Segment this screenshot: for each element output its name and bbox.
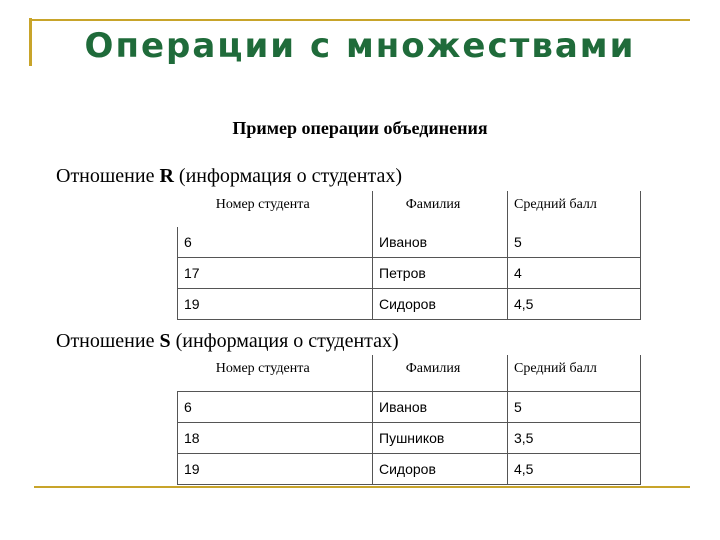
cell-student-number: 6: [178, 227, 373, 258]
bottom-divider: [34, 486, 690, 488]
relation-r-name: R: [159, 165, 174, 187]
slide-title: Операции с множествами: [84, 26, 636, 66]
cell-student-number: 19: [178, 289, 373, 320]
cell-average-grade: 4,5: [508, 289, 641, 320]
relation-r-heading: [56, 165, 402, 188]
relation-s-suffix: (информация о студентах): [170, 330, 399, 352]
cell-average-grade: 5: [508, 392, 641, 423]
relation-s-name: S: [159, 330, 171, 352]
column-header-student-number: Номер студента: [178, 191, 373, 227]
cell-student-number: 6: [178, 392, 373, 423]
table-row: [178, 258, 641, 289]
table-row: [178, 392, 641, 423]
table-row: [178, 227, 641, 258]
cell-surname: Иванов: [373, 392, 508, 423]
relation-r-prefix: Отношение: [56, 165, 160, 187]
cell-student-number: 18: [178, 423, 373, 454]
cell-average-grade: 3,5: [508, 423, 641, 454]
column-header-surname: Фамилия: [373, 355, 508, 392]
cell-surname: Иванов: [373, 227, 508, 258]
cell-average-grade: 4,5: [508, 454, 641, 485]
column-header-average-grade: Средний балл: [508, 355, 641, 392]
relation-r-table: [177, 191, 641, 320]
column-header-student-number: Номер студента: [178, 355, 373, 392]
relation-s-table: [177, 355, 641, 485]
cell-surname: Пушников: [373, 423, 508, 454]
slide-subtitle: Пример операции объединения: [232, 118, 488, 138]
cell-student-number: 17: [178, 258, 373, 289]
cell-average-grade: 5: [508, 227, 641, 258]
column-header-average-grade: Средний балл: [508, 191, 641, 227]
table-row: [178, 423, 641, 454]
column-header-surname: Фамилия: [373, 191, 508, 227]
relation-r-suffix: (информация о студентах): [173, 165, 403, 187]
cell-surname: Сидоров: [373, 454, 508, 485]
table-header-row: [178, 355, 641, 392]
table-row: [178, 454, 641, 485]
table-header-row: [178, 191, 641, 227]
cell-average-grade: 4: [508, 258, 641, 289]
relation-s-heading: [56, 330, 399, 353]
cell-student-number: 19: [178, 454, 373, 485]
cell-surname: Петров: [373, 258, 508, 289]
top-divider: [30, 19, 690, 21]
table-row: [178, 289, 641, 320]
relation-s-prefix: Отношение: [56, 330, 160, 352]
cell-surname: Сидоров: [373, 289, 508, 320]
